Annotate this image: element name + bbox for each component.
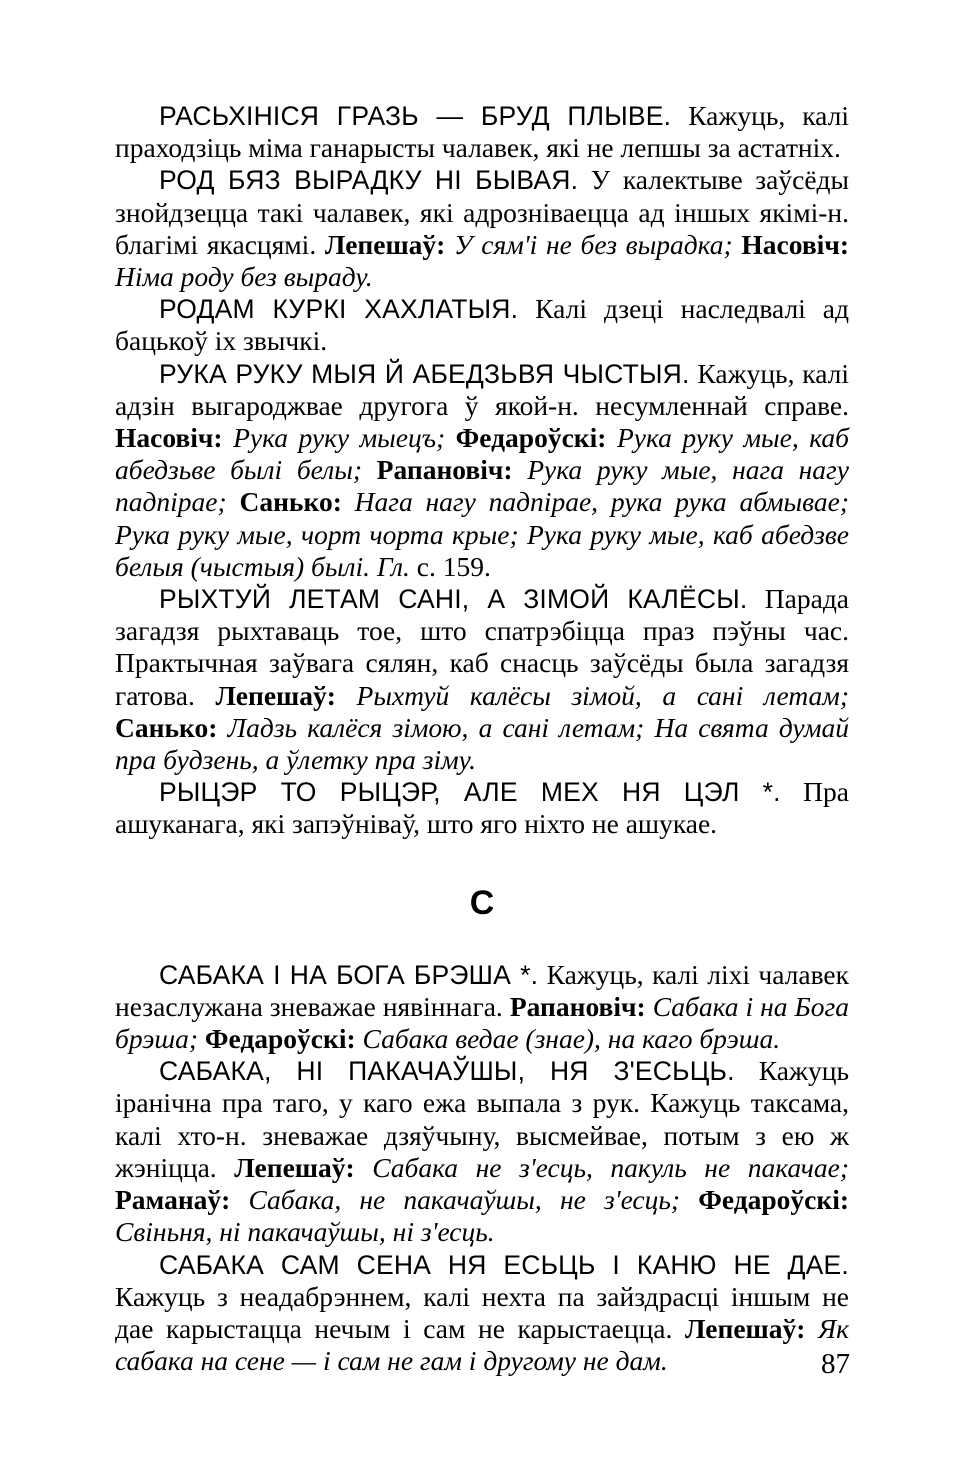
definition-text: Кажуць, калі ліхі чалавек незаслужана зневажае нявіннага. [115,958,849,1022]
definition-text [336,680,357,711]
variant-quote: Нага нагу падпірае, рука рука абмывае; Рука руку мые, чорт чорта крые; Рука руку мые, каб абедзве белыя (чыстыя) былі. Гл. [115,486,850,582]
dictionary-entry [115,100,849,164]
dictionary-entry [115,776,849,840]
variant-quote: Німа роду без выраду. [115,261,373,293]
entry-headword: РЫХТУЙ ЛЕТАМ САНІ, А ЗІМОЙ КАЛЁСЫ. [159,584,748,615]
dictionary-entry [115,959,849,1056]
section-letter-heading: С [469,883,495,922]
dictionary-entry [115,1055,849,1248]
definition-text [680,1184,698,1215]
definition-text [646,991,653,1022]
dictionary-entry [115,293,849,357]
source-author: Федароўскі: [455,422,607,454]
source-author: Федароўскі: [698,1184,850,1216]
entry-headword: РОД БЯЗ ВЫРАДКУ НІ БЫВАЯ. [159,165,579,196]
source-author: Лепешаў: [324,228,446,260]
source-author: Рапановіч: [509,990,646,1022]
variant-quote: Рыхтуй калёсы зімой, а сані летам; [356,679,849,711]
entry-headword: САБАКА, НІ ПАКАЧАЎШЫ, НЯ З'ЕСЬЦЬ. [159,1056,735,1087]
entry-headword: РАСЬХІНІСЯ ГРАЗЬ — БРУД ПЛЫВЕ. [159,101,672,131]
definition-text [227,486,240,517]
variant-quote: Сабака, не пакачаўшы, не з'есць; [248,1184,681,1216]
variant-quote: У сям'і не без вырадка; [454,228,733,260]
definition-text: с. 159. [409,550,491,582]
source-author: Раманаў: [115,1184,231,1216]
definition-text [356,1023,363,1054]
variant-quote: Сабака ведае (знае), на каго брэша. [362,1023,781,1055]
definition-text [805,1313,818,1344]
definition-text [606,422,616,453]
entry-headword: РУКА РУКУ МЫЯ Й АБЕДЗЬВЯ ЧЫСТЫЯ. [159,358,690,389]
source-author: Санько: [239,486,342,518]
source-author: Лепешаў: [215,679,336,711]
entry-headword: РОДАМ КУРКІ ХАХЛАТЫЯ. [159,294,519,325]
dictionary-entry [115,583,849,776]
entry-headword: САБАКА САМ СЕНА НЯ ЕСЬЦЬ І КАНЮ НЕ ДАЕ. [159,1249,849,1280]
source-author: Лепешаў: [234,1151,355,1183]
definition-text [513,454,528,485]
definition-text: Парада загадзя рыхтаваць тое, што спатрэбіцца праз пэўны час. Практычная заўвага сялян, каб снасць заўсёды была загадзя гатова. [115,583,850,711]
variant-quote: Сабака не з'есць, пакуль не пакачае; [372,1151,850,1183]
definition-text [445,422,455,453]
definition-text: Кажуць з неадабрэннем, калі нехта па зайздрасці іншым не дае карыстацца нечым і сам не карыстаецца. [115,1280,849,1344]
definition-text: Кажуць, калі праходзіць міма ганарысты чалавек, які не лепшы за астатніх. [115,100,849,164]
definition-text [445,229,454,260]
dictionary-entry [115,358,849,583]
definition-text: У калектыве заўсёды знойдзецца такі чалавек, які адрозніваецца ад іншых якімі-н. благімі якасцямі. [115,164,850,260]
definition-text: Калі дзеці наследвалі ад бацькоў іх звычкі. [115,293,849,357]
page-number: 87 [821,1348,850,1380]
variant-quote: Рука руку мые, нага нагу падпірае; [115,454,849,518]
source-author: Рапановіч: [376,454,513,486]
variant-quote: Свіньня, ні пакачаўшы, ні з'есць. [115,1216,495,1248]
variant-quote: Рука руку мыецъ; [233,422,446,454]
definition-text: Пра ашуканага, які запэўніваў, што яго ніхто не ашукае. [115,776,849,840]
entries-section-s [115,959,849,1378]
variant-quote: Як сабака на сене — і сам не гам і другому не дам. [115,1312,849,1377]
dictionary-page [115,100,849,1377]
definition-text [355,1152,373,1183]
variant-quote: Ладзь калёся зімою, а сані летам; На свята думай пра будзень, а ўлетку пра зіму. [115,711,850,776]
definition-text [230,1184,248,1215]
definition-text: Кажуць, калі адзін выгароджвае другога ў якой-н. несумленнай справе. [115,357,849,421]
definition-text [362,454,377,485]
variant-quote: Рука руку мые, каб абедзьве былі белы; [115,422,849,486]
definition-text [342,486,355,517]
source-author: Насовіч: [115,422,223,454]
definition-text [223,422,233,453]
definition-text [217,712,227,743]
dictionary-entry [115,164,849,293]
source-author: Федароўскі: [204,1023,356,1055]
source-author: Лепешаў: [685,1312,806,1344]
variant-quote: Сабака і на Бога брэша; [115,990,850,1055]
source-author: Санько: [115,711,218,743]
entries-section-r [115,100,849,841]
dictionary-entry [115,1249,849,1378]
entry-headword: РЫЦЭР ТО РЫЦЭР, АЛЕ МЕХ НЯ ЦЭЛ *. [159,777,781,808]
entry-headword: САБАКА І НА БОГА БРЭША *. [159,959,539,990]
definition-text: Кажуць іранічна пра таго, у каго ежа выпала з рук. Кажуць таксама, калі хто-н. зневажае дзяўчыну, высмейвае, потым з ею ж жэніцца. [115,1055,849,1183]
source-author: Насовіч: [741,228,849,260]
definition-text [198,1023,205,1054]
